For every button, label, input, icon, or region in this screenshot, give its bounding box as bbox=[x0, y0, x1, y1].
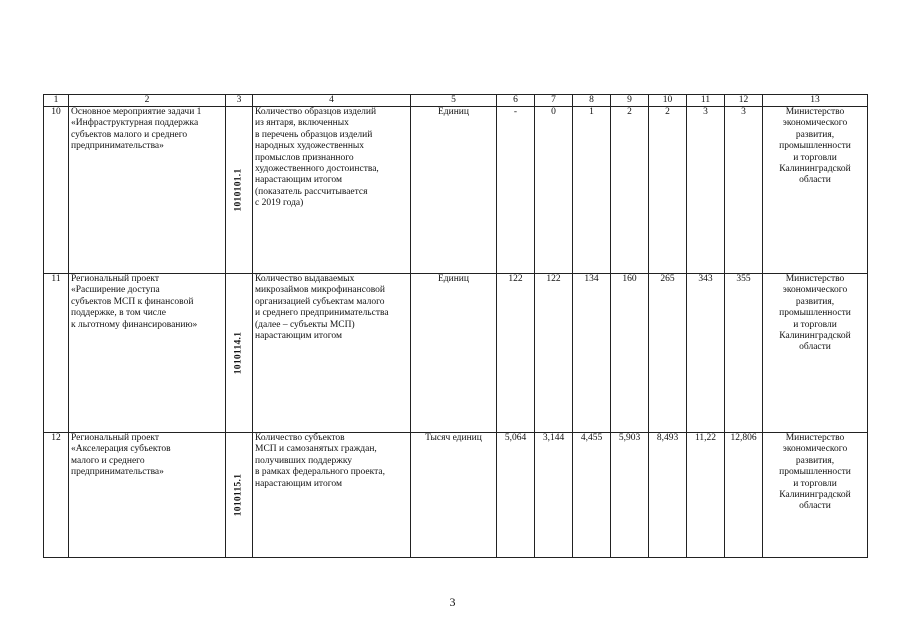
row-value: 355 bbox=[725, 274, 763, 433]
row-value: 1 bbox=[573, 107, 611, 274]
row-code-text: 1010114.1 bbox=[233, 331, 244, 375]
row-value: 5,903 bbox=[611, 433, 649, 558]
row-number: 10 bbox=[44, 107, 69, 274]
row-value: 8,493 bbox=[649, 433, 687, 558]
column-number-header: 4 bbox=[253, 95, 411, 107]
row-indicator: Количество образцов изделий из янтаря, включенных в перечень образцов изделий народных художественных промыслов признанного художественного достоинства, нарастающим итогом (показатель рассчитывается с 2019 года) bbox=[253, 107, 411, 274]
table-header-row bbox=[44, 95, 868, 107]
row-unit: Единиц bbox=[411, 274, 497, 433]
row-responsible: Министерство экономического развития, промышленности и торговли Калининградской области bbox=[763, 107, 868, 274]
row-number: 11 bbox=[44, 274, 69, 433]
row-value: 3,144 bbox=[535, 433, 573, 558]
row-code bbox=[226, 274, 253, 433]
row-unit: Единиц bbox=[411, 107, 497, 274]
row-name: Основное мероприятие задачи 1 «Инфраструктурная поддержка субъектов малого и среднего предпринимательства» bbox=[69, 107, 226, 274]
row-responsible: Министерство экономического развития, промышленности и торговли Калининградской области bbox=[763, 433, 868, 558]
table-row bbox=[44, 107, 868, 274]
row-value: 122 bbox=[535, 274, 573, 433]
row-code-text: 1010101.1 bbox=[233, 168, 244, 212]
row-value: 11,22 bbox=[687, 433, 725, 558]
row-value: 343 bbox=[687, 274, 725, 433]
column-number-header: 9 bbox=[611, 95, 649, 107]
page-number: 3 bbox=[449, 595, 456, 609]
row-name: Региональный проект «Расширение доступа субъектов МСП к финансовой поддержке, в том числе к льготному финансированию» bbox=[69, 274, 226, 433]
row-responsible: Министерство экономического развития, промышленности и торговли Калининградской области bbox=[763, 274, 868, 433]
column-number-header: 7 bbox=[535, 95, 573, 107]
column-number-header: 2 bbox=[69, 95, 226, 107]
row-value: 2 bbox=[611, 107, 649, 274]
table-row bbox=[44, 274, 868, 433]
column-number-header: 6 bbox=[497, 95, 535, 107]
row-value: 3 bbox=[687, 107, 725, 274]
column-number-header: 8 bbox=[573, 95, 611, 107]
column-number-header: 3 bbox=[226, 95, 253, 107]
row-value: 160 bbox=[611, 274, 649, 433]
indicators-table bbox=[43, 94, 868, 558]
row-value: 134 bbox=[573, 274, 611, 433]
row-indicator: Количество выдаваемых микрозаймов микрофинансовой организацией субъектам малого и среднего предпринимательства (далее – субъекты МСП) нарастающим итогом bbox=[253, 274, 411, 433]
column-number-header: 10 bbox=[649, 95, 687, 107]
row-value: 12,806 bbox=[725, 433, 763, 558]
column-number-header: 1 bbox=[44, 95, 69, 107]
column-number-header: 13 bbox=[763, 95, 868, 107]
row-code bbox=[226, 107, 253, 274]
row-value: 2 bbox=[649, 107, 687, 274]
row-code bbox=[226, 433, 253, 558]
row-value: - bbox=[497, 107, 535, 274]
column-number-header: 12 bbox=[725, 95, 763, 107]
row-number: 12 bbox=[44, 433, 69, 558]
row-value: 4,455 bbox=[573, 433, 611, 558]
table-row bbox=[44, 433, 868, 558]
row-unit: Тысяч единиц bbox=[411, 433, 497, 558]
column-number-header: 5 bbox=[411, 95, 497, 107]
row-value: 265 bbox=[649, 274, 687, 433]
column-number-header: 11 bbox=[687, 95, 725, 107]
row-name: Региональный проект «Акселерация субъектов малого и среднего предпринимательства» bbox=[69, 433, 226, 558]
row-value: 3 bbox=[725, 107, 763, 274]
row-code-text: 1010115.1 bbox=[233, 473, 244, 517]
row-value: 5,064 bbox=[497, 433, 535, 558]
row-value: 0 bbox=[535, 107, 573, 274]
row-value: 122 bbox=[497, 274, 535, 433]
row-indicator: Количество субъектов МСП и самозанятых граждан, получивших поддержку в рамках федерального проекта, нарастающим итогом bbox=[253, 433, 411, 558]
